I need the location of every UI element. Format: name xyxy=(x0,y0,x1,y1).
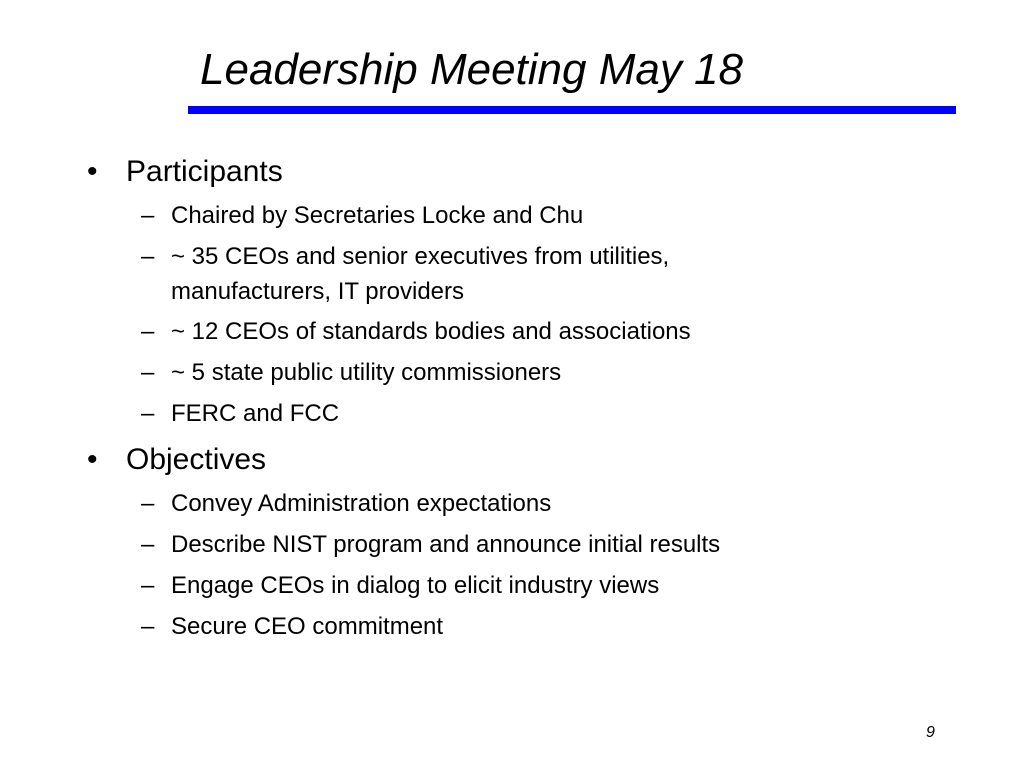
sub-bullet-text: Secure CEO commitment xyxy=(171,613,444,640)
title-underline xyxy=(188,106,956,114)
dash-icon: – xyxy=(141,359,155,386)
bullet-heading: Objectives xyxy=(126,443,267,476)
bullet-icon: • xyxy=(87,443,98,476)
dash-icon: – xyxy=(141,572,155,599)
dash-icon: – xyxy=(141,400,155,427)
page-number: 9 xyxy=(926,724,935,741)
sub-bullet-text: manufacturers, IT providers xyxy=(171,278,465,305)
dash-icon: – xyxy=(141,243,155,270)
sub-bullet-text: ~ 5 state public utility commissioners xyxy=(171,359,562,386)
dash-icon: – xyxy=(141,531,155,558)
dash-icon: – xyxy=(141,202,155,229)
dash-icon: – xyxy=(141,613,155,640)
slide-title: Leadership Meeting May 18 xyxy=(200,45,743,94)
sub-bullet-text: Describe NIST program and announce initial results xyxy=(171,531,721,558)
sub-bullet-text: FERC and FCC xyxy=(171,400,340,427)
sub-bullet-text: Convey Administration expectations xyxy=(171,490,552,517)
dash-icon: – xyxy=(141,490,155,517)
sub-bullet-text: ~ 12 CEOs of standards bodies and associations xyxy=(171,318,691,345)
sub-bullet-text: Chaired by Secretaries Locke and Chu xyxy=(171,202,584,229)
sub-bullet-text: Engage CEOs in dialog to elicit industry views xyxy=(171,572,660,599)
bullet-icon: • xyxy=(87,155,98,188)
sub-bullet-text: ~ 35 CEOs and senior executives from utilities, xyxy=(171,243,670,270)
dash-icon: – xyxy=(141,318,155,345)
bullet-heading: Participants xyxy=(126,155,283,188)
